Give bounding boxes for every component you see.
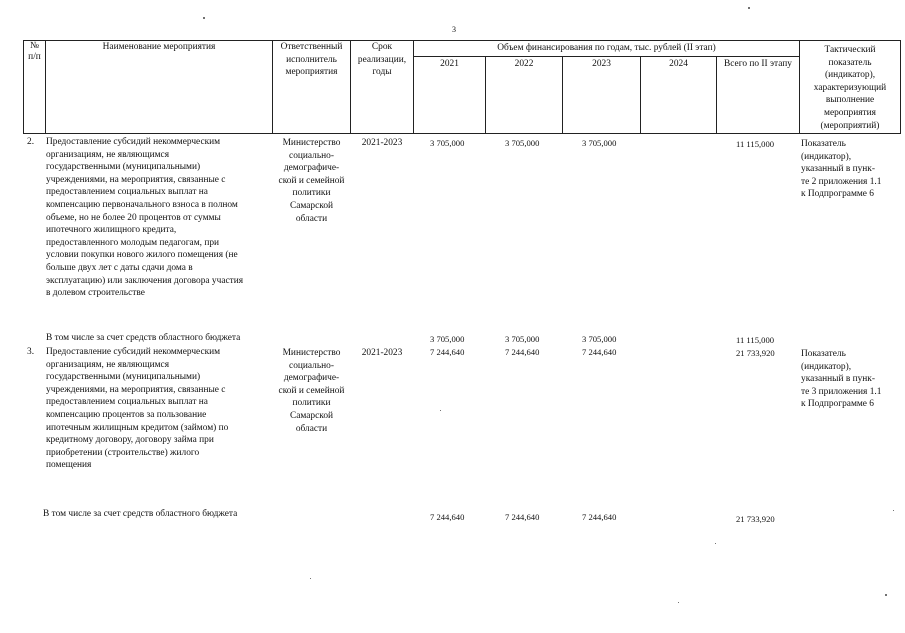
header-name: Наименование мероприятия <box>102 42 216 52</box>
row-term: 2021-2023 <box>361 348 403 358</box>
row-indicator: Показатель (индикатор), указанный в пунк- те 3 приложения 1.1 к Подпрограмме 6 <box>801 349 882 410</box>
subrow-label: В том числе за счет средств областного бюджета <box>43 509 238 519</box>
subrow-2021: 3 705,000 <box>430 334 465 344</box>
row-total: 11 115,000 <box>736 139 775 149</box>
subrow-2022: 3 705,000 <box>505 334 540 344</box>
row-total: 21 733,920 <box>736 348 775 358</box>
header-year-total: Всего по II этапу <box>724 59 792 69</box>
header-year-2022: 2022 <box>514 59 534 69</box>
row-2023: 7 244,640 <box>582 347 617 357</box>
page-number: 3 <box>452 25 456 34</box>
row-2021: 3 705,000 <box>430 138 465 148</box>
row-responsible: Министерство социально- демографиче- ской и семейной политики Самарской области <box>278 138 345 224</box>
header-financing: Объем финансирования по годам, тыс. рублей (II этап) <box>497 43 716 53</box>
subrow-2023: 7 244,640 <box>582 512 617 522</box>
header-year-2021: 2021 <box>440 59 459 69</box>
subrow-2022: 7 244,640 <box>505 512 540 522</box>
header-num: № п/п <box>28 41 41 62</box>
row-term: 2021-2023 <box>361 138 403 148</box>
row-indicator: Показатель (индикатор), указанный в пунк- те 2 приложения 1.1 к Подпрограмме 6 <box>801 139 882 200</box>
row-name: Предоставление субсидий некоммерческим организациям, не являющимся государственными (муниципальными) учреждениями, на мероприятия, связанные с предоставлением социальных выплат на компенсацию первоначального взноса в полном объеме, но не более 20 процентов от суммы ипотечного жилищного кредита, предоставленного молодым педагогам, при условии покупки нового жилого помещения (не больше двух лет с даты сдачи дома в эксплуатацию) или заключения договора участия в долевом строительстве <box>46 137 244 299</box>
header-responsible: Ответственный исполнитель мероприятия <box>280 42 343 78</box>
row-2022: 7 244,640 <box>505 347 540 357</box>
row-2022: 3 705,000 <box>505 138 540 148</box>
subrow-total: 11 115,000 <box>736 335 775 345</box>
row-num: 3. <box>27 347 35 357</box>
row-2021: 7 244,640 <box>430 347 465 357</box>
header-indicator: Тактический показатель (индикатор), характеризующий выполнение мероприятия (мероприятий) <box>813 45 887 131</box>
subrow-2021: 7 244,640 <box>430 512 465 522</box>
row-num: 2. <box>27 137 35 147</box>
row-2023: 3 705,000 <box>582 138 617 148</box>
row-name: Предоставление субсидий некоммерческим организациям, не являющимся государственными (муниципальными) учреждениями, на мероприятия, связанные с предоставлением социальных выплат на компенсацию процентов за пользование ипотечным жилищным кредитом (займом) по кредитному договору, договору займа при приобретении (строительстве) жилого помещения <box>46 347 229 471</box>
header-year-2024: 2024 <box>669 59 688 69</box>
header-term: Срок реализации, годы <box>357 42 407 78</box>
row-responsible: Министерство социально- демографиче- ской и семейной политики Самарской области <box>278 348 345 434</box>
subrow-total: 21 733,920 <box>736 514 775 524</box>
subrow-label: В том числе за счет средств областного бюджета <box>46 333 241 343</box>
subrow-2023: 3 705,000 <box>582 334 617 344</box>
header-year-2023: 2023 <box>592 59 611 69</box>
